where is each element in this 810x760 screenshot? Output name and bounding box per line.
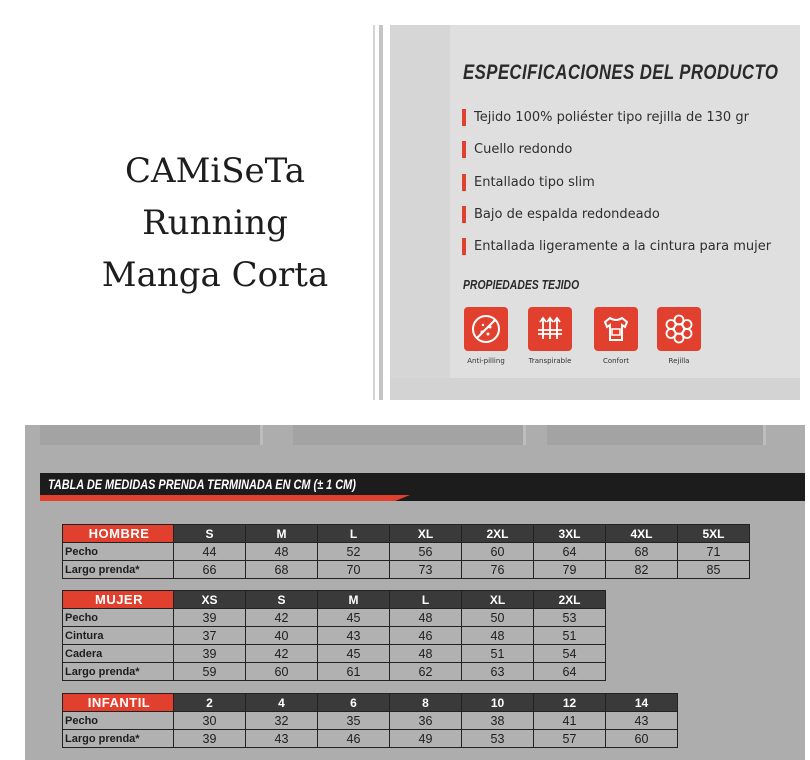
- table-cell: 48: [390, 609, 462, 627]
- table-cell: 40: [246, 627, 318, 645]
- table-cell: 54: [534, 645, 606, 663]
- size-header: XL: [462, 591, 534, 609]
- table-cell: 53: [534, 609, 606, 627]
- red-bullet: [462, 238, 466, 255]
- size-header: 4: [246, 694, 318, 712]
- decorative-tab: [547, 425, 766, 445]
- table-cell: 64: [534, 663, 606, 681]
- size-header: M: [246, 525, 318, 543]
- table-cell: 43: [246, 730, 318, 748]
- table-cell: 50: [462, 609, 534, 627]
- row-label: Cintura: [63, 627, 174, 645]
- properties-title: PROPIEDADES TEJIDO: [463, 277, 580, 292]
- table-cell: 68: [606, 543, 678, 561]
- table-header-row: [63, 525, 750, 543]
- decorative-tab: [293, 425, 526, 445]
- property-label: Transpirable: [528, 357, 572, 365]
- table-cell: 46: [318, 730, 390, 748]
- property-anti-pilling: [461, 307, 511, 365]
- table-cell: 82: [606, 561, 678, 579]
- table-cell: 43: [606, 712, 678, 730]
- spec-item: [462, 139, 572, 159]
- table-cell: 30: [174, 712, 246, 730]
- table-cell: 63: [462, 663, 534, 681]
- divider: [379, 25, 383, 400]
- spec-item-text: Cuello redondo: [474, 141, 573, 157]
- title-line-1: CAMiSeTa: [125, 151, 305, 191]
- table-row: [63, 645, 606, 663]
- anti-pilling-icon: [464, 307, 508, 351]
- table-cell: 48: [462, 627, 534, 645]
- spec-item: [462, 172, 595, 192]
- row-label: Largo prenda*: [63, 561, 174, 579]
- size-header: 3XL: [534, 525, 606, 543]
- table-cell: 53: [462, 730, 534, 748]
- table-cell: 60: [246, 663, 318, 681]
- property-label: Rejilla: [668, 357, 690, 365]
- table-cell: 62: [390, 663, 462, 681]
- table-cell: 41: [534, 712, 606, 730]
- table-cell: 45: [318, 645, 390, 663]
- spec-item: [462, 204, 660, 224]
- table-cell: 59: [174, 663, 246, 681]
- table-cell: 48: [246, 543, 318, 561]
- table-row: [63, 712, 678, 730]
- spec-item-text: Tejido 100% poliéster tipo rejilla de 130 gr: [474, 109, 749, 125]
- category-label: INFANTIL: [63, 694, 174, 712]
- red-bullet: [462, 141, 466, 158]
- spec-item: [462, 107, 749, 127]
- size-header: 6: [318, 694, 390, 712]
- property-label: Anti-pilling: [467, 357, 505, 365]
- size-header: 8: [390, 694, 462, 712]
- spec-item: [462, 236, 771, 256]
- table-cell: 36: [390, 712, 462, 730]
- size-header: S: [246, 591, 318, 609]
- property-mesh: [654, 307, 704, 365]
- table-row: [63, 609, 606, 627]
- size-header: 10: [462, 694, 534, 712]
- specifications-title: ESPECIFICACIONES DEL PRODUCTO: [463, 61, 779, 84]
- mesh-icon: [657, 307, 701, 351]
- title-line-3: Manga Corta: [101, 255, 329, 295]
- size-header: 4XL: [606, 525, 678, 543]
- table-row: [63, 730, 678, 748]
- table-cell: 38: [462, 712, 534, 730]
- table-cell: 43: [318, 627, 390, 645]
- red-bullet: [462, 109, 466, 126]
- category-label: MUJER: [63, 591, 174, 609]
- table-cell: 70: [318, 561, 390, 579]
- breathable-icon: [528, 307, 572, 351]
- table-cell: 37: [174, 627, 246, 645]
- table-row: [63, 561, 750, 579]
- table-row: [63, 663, 606, 681]
- size-header: M: [318, 591, 390, 609]
- table-cell: 56: [390, 543, 462, 561]
- size-header: 2XL: [534, 591, 606, 609]
- size-header: 5XL: [678, 525, 750, 543]
- table-cell: 60: [606, 730, 678, 748]
- size-header: XL: [390, 525, 462, 543]
- table-cell: 51: [534, 627, 606, 645]
- table-cell: 32: [246, 712, 318, 730]
- row-label: Pecho: [63, 712, 174, 730]
- table-cell: 71: [678, 543, 750, 561]
- table-cell: 39: [174, 609, 246, 627]
- table-cell: 64: [534, 543, 606, 561]
- size-header: 2: [174, 694, 246, 712]
- table-cell: 42: [246, 645, 318, 663]
- table-cell: 39: [174, 645, 246, 663]
- table-cell: 66: [174, 561, 246, 579]
- table-cell: 73: [390, 561, 462, 579]
- size-header: 12: [534, 694, 606, 712]
- size-header: 2XL: [462, 525, 534, 543]
- table-cell: 35: [318, 712, 390, 730]
- table-cell: 48: [390, 645, 462, 663]
- row-label: Largo prenda*: [63, 730, 174, 748]
- comfort-shirt-icon: [594, 307, 638, 351]
- property-breathable: [525, 307, 575, 365]
- table-cell: 44: [174, 543, 246, 561]
- table-cell: 61: [318, 663, 390, 681]
- property-comfort: [591, 307, 641, 365]
- table-header-row: [63, 694, 678, 712]
- spec-item-text: Entallada ligeramente a la cintura para mujer: [474, 238, 772, 254]
- table-cell: 39: [174, 730, 246, 748]
- size-header: S: [174, 525, 246, 543]
- size-table-mujer: [62, 590, 606, 681]
- table-cell: 60: [462, 543, 534, 561]
- header-accent: [40, 495, 410, 501]
- table-cell: 79: [534, 561, 606, 579]
- title-line-2: Running: [142, 203, 288, 243]
- table-cell: 51: [462, 645, 534, 663]
- divider: [373, 25, 375, 400]
- spec-item-text: Entallado tipo slim: [474, 174, 595, 190]
- table-cell: 52: [318, 543, 390, 561]
- size-table-infantil: [62, 693, 678, 748]
- size-header: L: [390, 591, 462, 609]
- table-cell: 76: [462, 561, 534, 579]
- product-title: [55, 145, 375, 301]
- row-label: Largo prenda*: [63, 663, 174, 681]
- size-table-hombre: [62, 524, 750, 579]
- row-label: Pecho: [63, 543, 174, 561]
- category-label: HOMBRE: [63, 525, 174, 543]
- spec-item-text: Bajo de espalda redondeado: [474, 206, 660, 222]
- size-header: 14: [606, 694, 678, 712]
- decorative-tab: [40, 425, 263, 445]
- red-bullet: [462, 206, 466, 223]
- size-header: XS: [174, 591, 246, 609]
- table-cell: 68: [246, 561, 318, 579]
- row-label: Cadera: [63, 645, 174, 663]
- table-row: [63, 543, 750, 561]
- table-cell: 85: [678, 561, 750, 579]
- table-cell: 57: [534, 730, 606, 748]
- size-header: L: [318, 525, 390, 543]
- table-cell: 49: [390, 730, 462, 748]
- specifications-panel: [390, 25, 800, 400]
- red-bullet: [462, 174, 466, 191]
- size-table-title: TABLA DE MEDIDAS PRENDA TERMINADA EN CM (± 1 CM): [48, 476, 356, 492]
- table-row: [63, 627, 606, 645]
- table-header-row: [63, 591, 606, 609]
- row-label: Pecho: [63, 609, 174, 627]
- table-cell: 45: [318, 609, 390, 627]
- table-cell: 46: [390, 627, 462, 645]
- table-cell: 42: [246, 609, 318, 627]
- property-label: Confort: [603, 357, 629, 365]
